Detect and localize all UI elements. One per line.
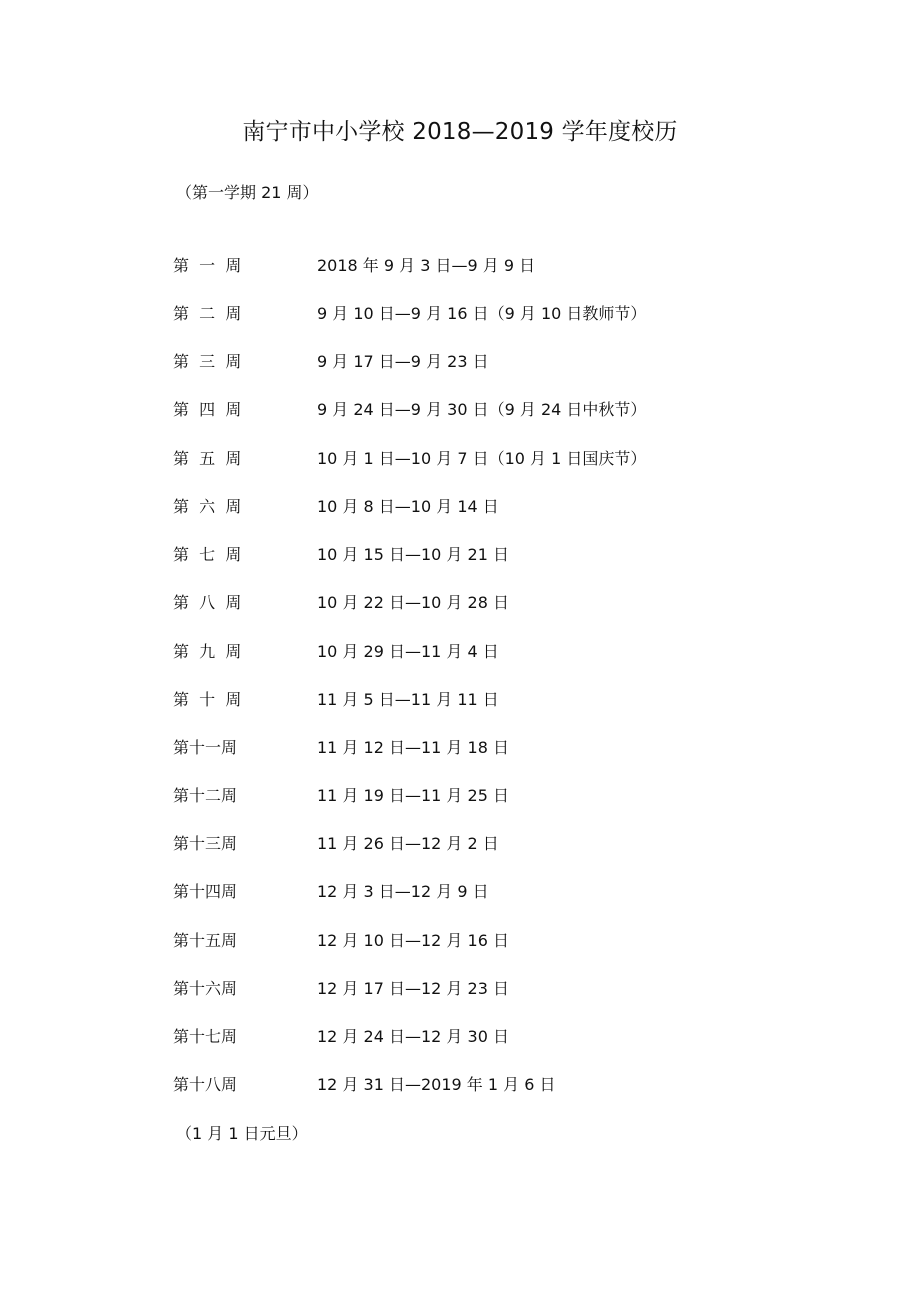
page-title: 南宁市中小学校 2018—2019 学年度校历: [242, 119, 678, 145]
week-dates: 10 月 8 日—10 月 14 日: [317, 497, 499, 516]
week-label: 第十八周: [173, 1075, 238, 1094]
week-label: 第 一 周: [173, 256, 242, 275]
week-label: 第十五周: [173, 931, 238, 950]
week-dates: 12 月 31 日—2019 年 1 月 6 日: [317, 1075, 556, 1094]
week-label: 第十三周: [173, 834, 238, 853]
week-dates: 10 月 1 日—10 月 7 日（10 月 1 日国庆节）: [317, 449, 647, 468]
week-label: 第十七周: [173, 1027, 238, 1046]
week-label: 第十六周: [173, 979, 238, 998]
week-label: 第 四 周: [173, 400, 242, 419]
week-label: 第 十 周: [173, 690, 242, 709]
week-label: 第十二周: [173, 786, 238, 805]
week-label: 第 六 周: [173, 497, 242, 516]
week-label: 第 九 周: [173, 642, 242, 661]
week-dates: 11 月 19 日—11 月 25 日: [317, 786, 509, 805]
week-label: 第 八 周: [173, 593, 242, 612]
week-dates: 12 月 17 日—12 月 23 日: [317, 979, 509, 998]
week-dates: 10 月 29 日—11 月 4 日: [317, 642, 499, 661]
week-dates: 12 月 3 日—12 月 9 日: [317, 882, 489, 901]
week-dates: 10 月 22 日—10 月 28 日: [317, 593, 509, 612]
week-dates: 9 月 17 日—9 月 23 日: [317, 352, 489, 371]
week-label: 第十四周: [173, 882, 238, 901]
week-dates: 12 月 24 日—12 月 30 日: [317, 1027, 509, 1046]
week-label: 第 三 周: [173, 352, 242, 371]
week-dates: 9 月 10 日—9 月 16 日（9 月 10 日教师节）: [317, 304, 647, 323]
week-dates: 2018 年 9 月 3 日—9 月 9 日: [317, 256, 536, 275]
holiday-footnote: （1 月 1 日元旦）: [176, 1124, 308, 1143]
semester-subtitle: （第一学期 21 周）: [176, 183, 319, 202]
week-dates: 9 月 24 日—9 月 30 日（9 月 24 日中秋节）: [317, 400, 647, 419]
week-label: 第 七 周: [173, 545, 242, 564]
week-dates: 10 月 15 日—10 月 21 日: [317, 545, 509, 564]
week-dates: 11 月 5 日—11 月 11 日: [317, 690, 499, 709]
week-label: 第十一周: [173, 738, 238, 757]
week-label: 第 五 周: [173, 449, 242, 468]
week-dates: 11 月 12 日—11 月 18 日: [317, 738, 509, 757]
week-dates: 12 月 10 日—12 月 16 日: [317, 931, 509, 950]
week-label: 第 二 周: [173, 304, 242, 323]
week-dates: 11 月 26 日—12 月 2 日: [317, 834, 499, 853]
